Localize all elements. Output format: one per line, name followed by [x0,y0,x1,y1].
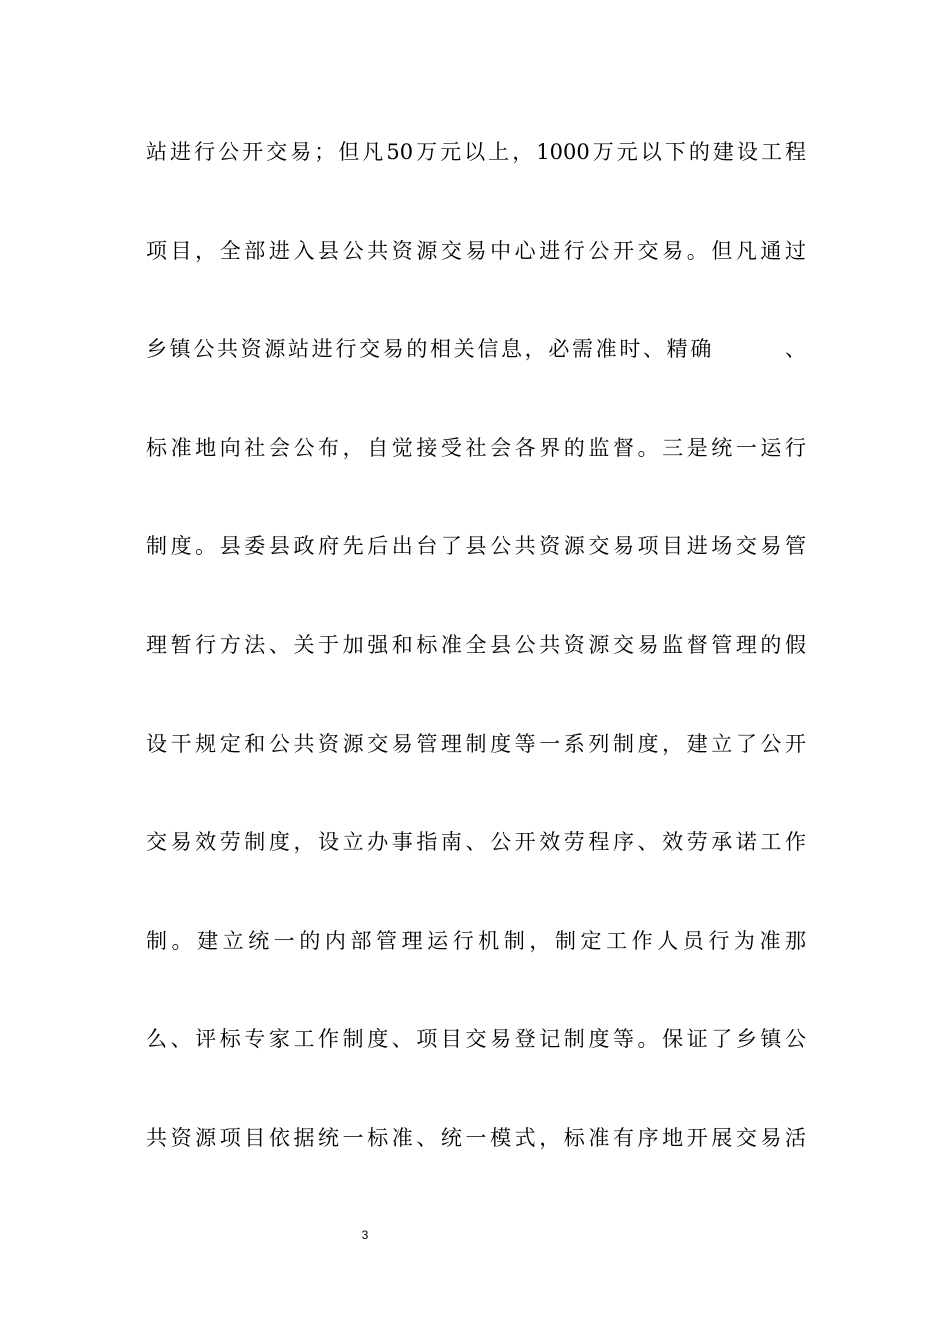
page-number: 3 [361,1228,369,1242]
text-line: 制度。县委县政府先后出台了县公共资源交易项目进场交易管 [146,534,806,559]
text-line: 共资源项目依据统一标准、统一模式，标准有序地开展交易活 [146,1125,806,1150]
text-line: 标准地向社会公布，自觉接受社会各界的监督。三是统一运行 [146,435,806,460]
text-line: 乡镇公共资源站进行交易的相关信息，必需准时、精确 、 [146,337,806,362]
text-line: 项目，全部进入县公共资源交易中心进行公开交易。但凡通过 [146,238,806,263]
text-line: 制。建立统一的内部管理运行机制，制定工作人员行为准那 [146,928,806,953]
text-line: 站进行公开交易；但凡50万元以上，1000万元以下的建设工程 [146,140,806,164]
text-line: 设干规定和公共资源交易管理制度等一系列制度，建立了公开 [146,731,806,756]
text-line: 么、评标专家工作制度、项目交易登记制度等。保证了乡镇公 [146,1027,806,1052]
body-text [146,132,806,1217]
text-line: 交易效劳制度，设立办事指南、公开效劳程序、效劳承诺工作 [146,830,806,855]
text-line: 理暂行方法、关于加强和标准全县公共资源交易监督管理的假 [146,632,806,657]
